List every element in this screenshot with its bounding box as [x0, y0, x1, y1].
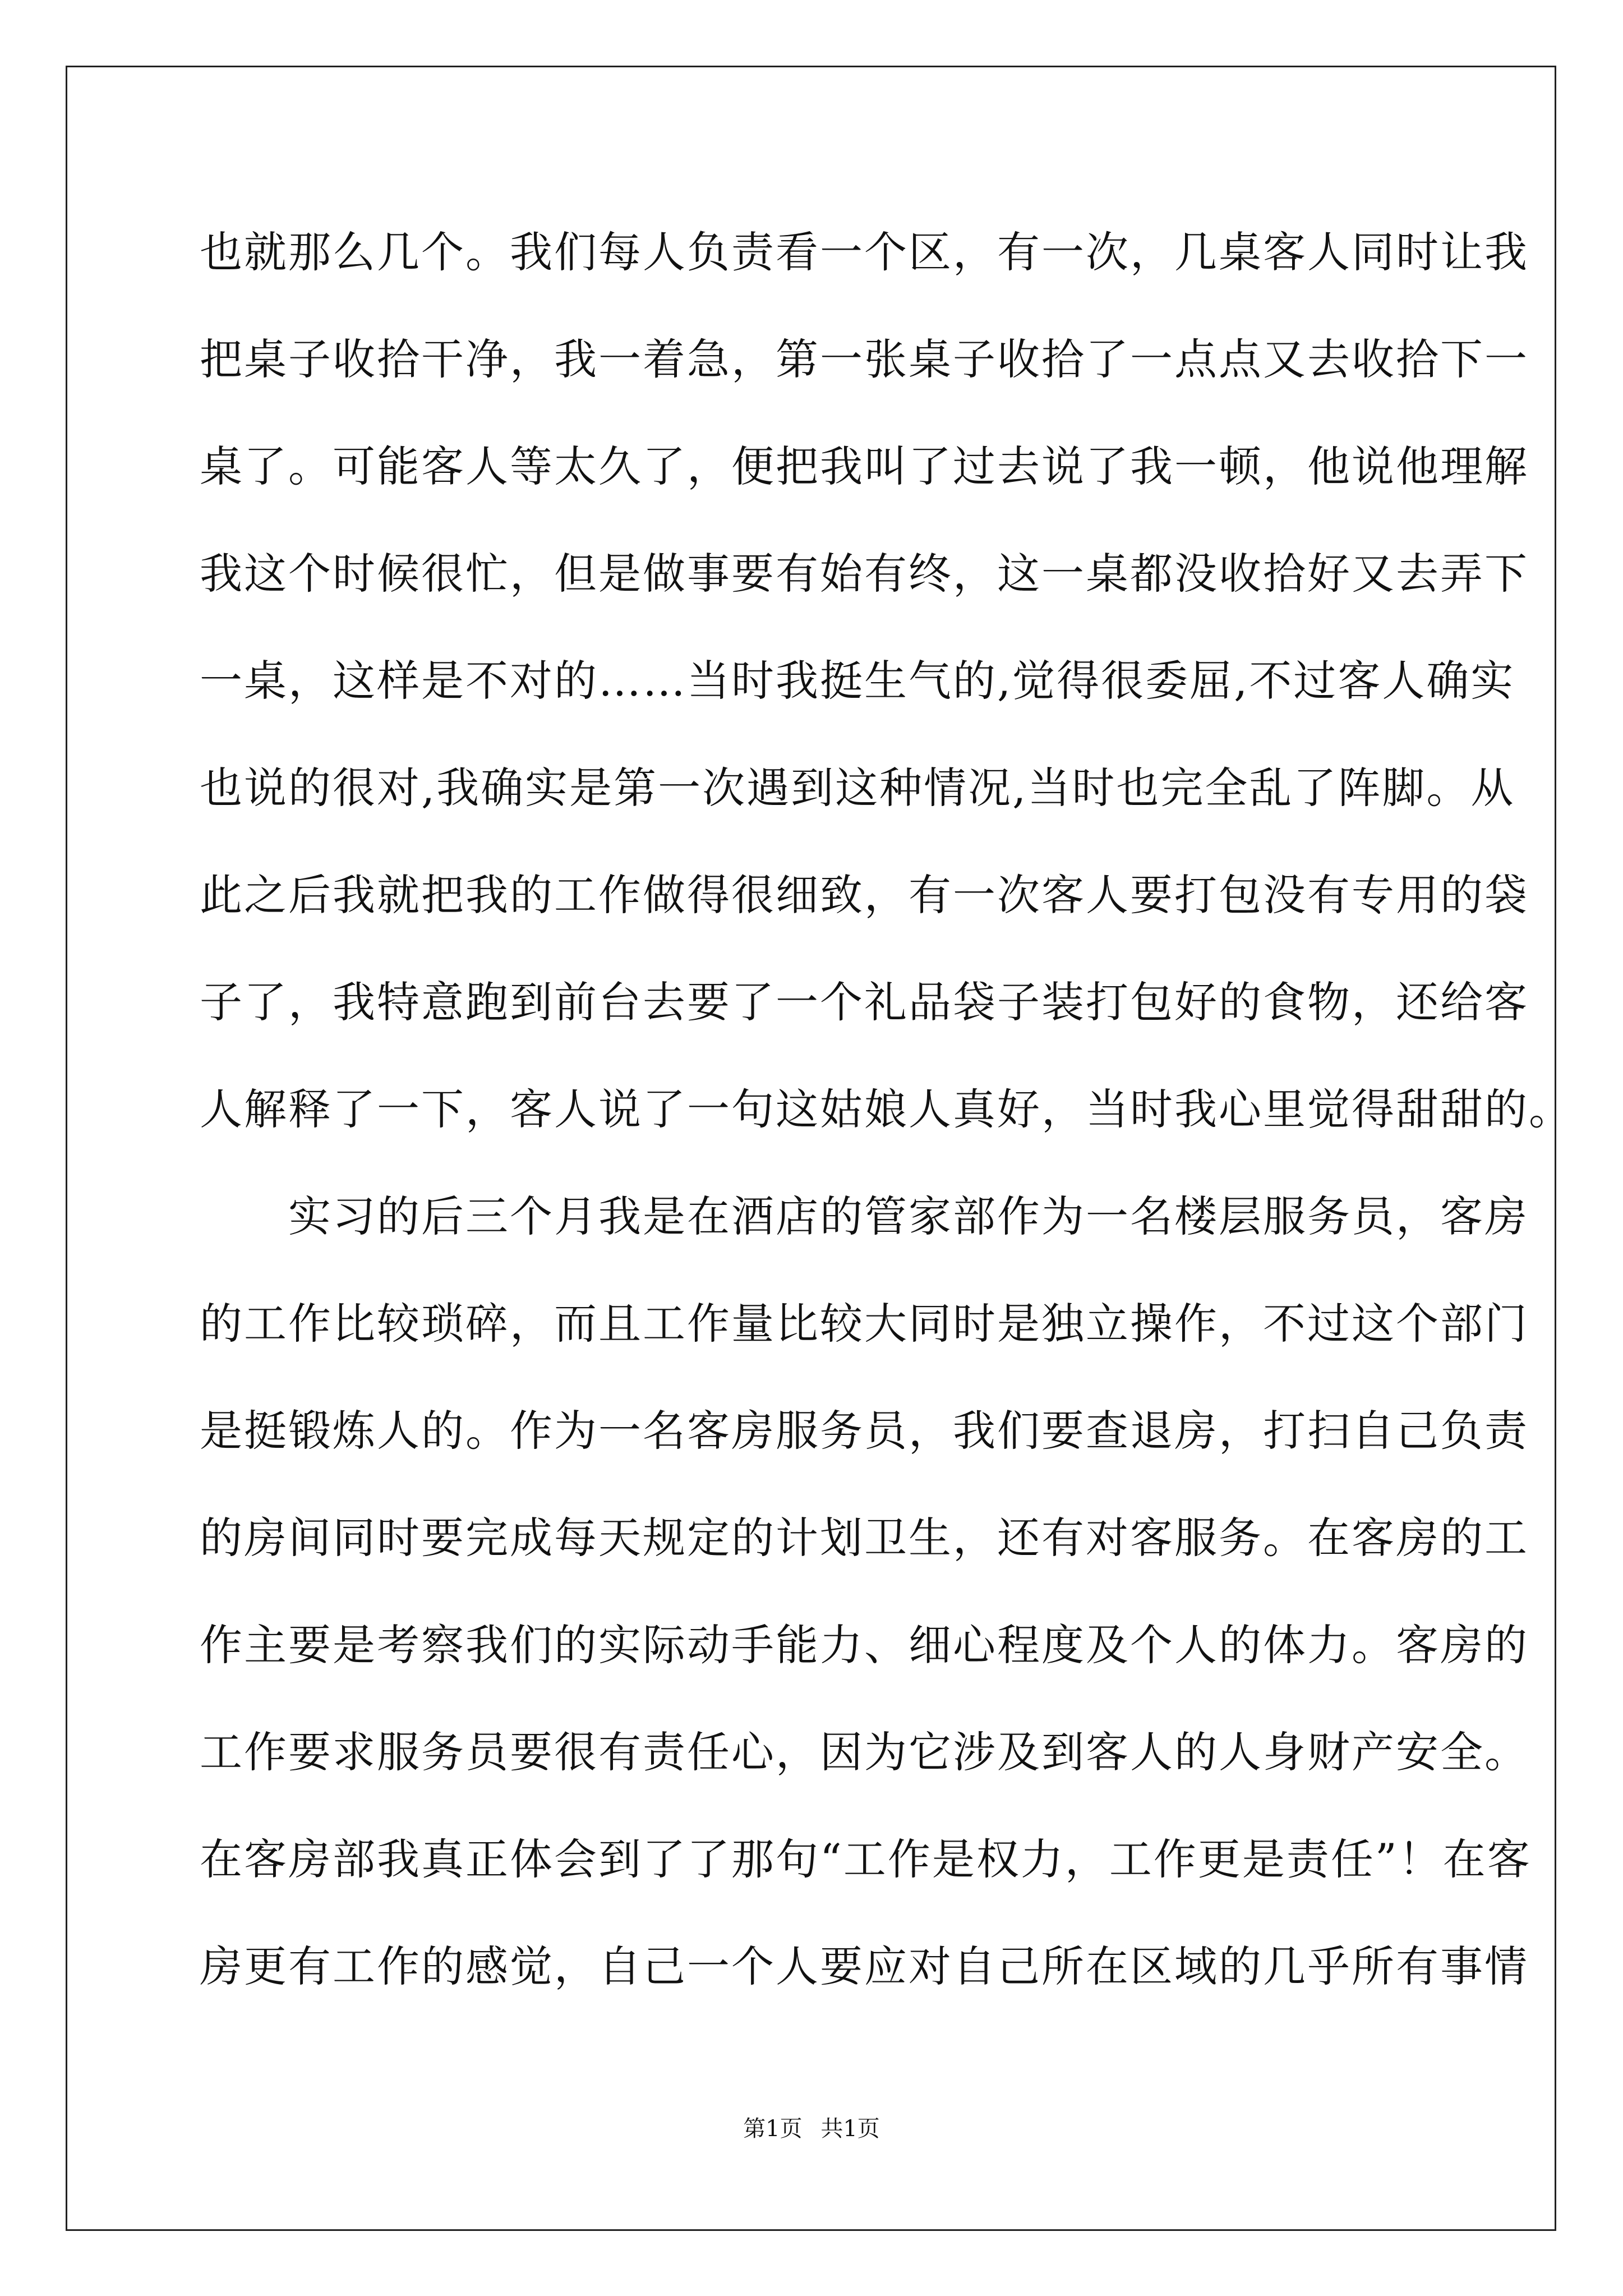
text-line-8: 子了，我特意跑到前台去要了一个礼品袋子装打包好的食物，还给客	[200, 977, 1529, 1027]
text-line-3: 桌了。可能客人等太久了，便把我叫了过去说了我一顿，他说他理解	[200, 441, 1529, 491]
text-line-1: 也就那么几个。我们每人负责看一个区，有一次，几桌客人同时让我	[200, 227, 1529, 277]
text-line-11: 的工作比较琐碎，而且工作量比较大同时是独立操作，不过这个部门	[200, 1299, 1529, 1349]
page-footer	[0, 2112, 1623, 2146]
text-line-4: 我这个时候很忙，但是做事要有始有终，这一桌都没收拾好又去弄下	[200, 549, 1529, 599]
text-line-14: 作主要是考察我们的实际动手能力、细心程度及个人的体力。客房的	[200, 1620, 1529, 1670]
text-line-15: 工作要求服务员要很有责任心，因为它涉及到客人的人身财产安全。	[200, 1727, 1529, 1777]
text-line-2: 把桌子收拾干净，我一着急，第一张桌子收拾了一点点又去收拾下一	[200, 334, 1529, 384]
text-line-5: 一桌，这样是不对的……当时我挺生气的,觉得很委屈,不过客人确实	[200, 656, 1515, 706]
page-total: 共1页	[820, 2116, 880, 2142]
text-line-16: 在客房部我真正体会到了了那句“工作是权力，工作更是责任”！在客	[200, 1834, 1532, 1884]
page-number: 第1页	[743, 2116, 803, 2142]
text-line-6: 也说的很对,我确实是第一次遇到这种情况,当时也完全乱了阵脚。从	[200, 763, 1515, 813]
text-line-9: 人解释了一下，客人说了一句这姑娘人真好，当时我心里觉得甜甜的。	[200, 1084, 1573, 1134]
text-line-7: 此之后我就把我的工作做得很细致，有一次客人要打包没有专用的袋	[200, 870, 1529, 920]
text-line-17: 房更有工作的感觉，自己一个人要应对自己所在区域的几乎所有事情	[200, 1941, 1529, 1991]
text-line-13: 的房间同时要完成每天规定的计划卫生，还有对客服务。在客房的工	[200, 1513, 1529, 1563]
text-line-12: 是挺锻炼人的。作为一名客房服务员，我们要查退房，打扫自己负责	[200, 1406, 1529, 1456]
document-body	[200, 213, 1573, 2035]
text-line-10: 实习的后三个月我是在酒店的管家部作为一名楼层服务员，客房	[200, 1191, 1529, 1241]
